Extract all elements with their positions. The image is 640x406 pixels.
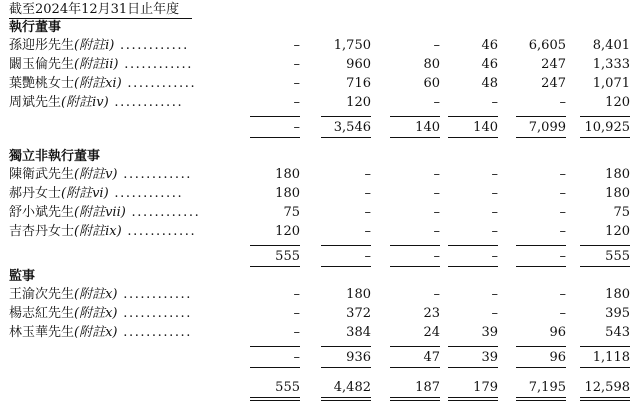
row-label — [9, 76, 196, 92]
subtotal-cell: 555 — [275, 249, 300, 264]
section-heading: 獨立非執行董事 — [9, 149, 101, 164]
subtotal-cell: 555 — [605, 249, 630, 264]
subtotal-rule — [390, 245, 440, 246]
person-name: 楊志紅先生 — [9, 306, 75, 321]
row-label — [9, 57, 193, 73]
caption-underline — [9, 18, 192, 19]
value-cell: – — [559, 95, 566, 110]
value-cell: – — [433, 186, 440, 201]
subtotal-rule — [580, 245, 630, 246]
subtotal-cell: 7,099 — [528, 120, 566, 135]
person-name: 舒小斌先生 — [9, 205, 75, 220]
leader-dots: ............ — [121, 224, 197, 239]
value-cell: – — [433, 95, 440, 110]
subtotal-underline — [250, 137, 300, 138]
subtotal-underline — [250, 266, 300, 267]
person-name: 闞玉倫先生 — [9, 57, 75, 72]
subtotal-cell: – — [491, 249, 498, 264]
subtotal-rule — [448, 116, 498, 117]
footnote-ref: (附註xi) — [74, 76, 122, 91]
leader-dots: ............ — [117, 167, 193, 182]
row-label — [9, 38, 189, 54]
subtotal-rule — [321, 245, 371, 246]
subtotal-cell: 10,925 — [584, 120, 630, 135]
subtotal-cell: 96 — [549, 350, 566, 365]
subtotal-cell: 936 — [346, 350, 371, 365]
subtotal-rule — [516, 245, 566, 246]
subtotal-cell: 1,118 — [592, 350, 630, 365]
value-cell: 1,750 — [333, 38, 371, 53]
subtotal-underline — [516, 137, 566, 138]
grand-total-double-rule — [321, 397, 371, 401]
value-cell: 39 — [481, 325, 498, 340]
subtotal-cell: – — [433, 249, 440, 264]
value-cell: – — [491, 167, 498, 182]
table-caption: 截至2024年12月31日止年度 — [9, 2, 180, 17]
value-cell: 384 — [346, 325, 371, 340]
value-cell: – — [293, 76, 300, 91]
value-cell: 120 — [605, 224, 630, 239]
footnote-ref: (附註x) — [74, 306, 118, 321]
value-cell: 180 — [605, 167, 630, 182]
value-cell: 180 — [346, 287, 371, 302]
value-cell: 6,605 — [528, 38, 566, 53]
leader-dots: ............ — [114, 38, 189, 53]
grand-total-cell: 12,598 — [584, 380, 630, 395]
person-name: 葉艷桃女士 — [9, 76, 75, 91]
subtotal-underline — [321, 367, 371, 368]
leader-dots: ............ — [117, 325, 193, 340]
grand-total-double-rule — [390, 397, 440, 401]
section-heading: 監事 — [9, 269, 36, 284]
value-cell: – — [293, 325, 300, 340]
subtotal-cell: – — [293, 120, 300, 135]
value-cell: 120 — [275, 224, 300, 239]
row-label — [9, 167, 192, 183]
footnote-ref: (附註vi) — [61, 186, 109, 201]
person-name: 吉杏丹女士 — [9, 224, 75, 239]
leader-dots: ............ — [108, 186, 184, 201]
grand-total-cell: 187 — [415, 380, 440, 395]
footnote-ref: (附註ii) — [74, 57, 119, 72]
subtotal-rule — [390, 346, 440, 347]
value-cell: – — [491, 95, 498, 110]
value-cell: – — [433, 38, 440, 53]
value-cell: – — [364, 167, 371, 182]
subtotal-cell: 39 — [481, 350, 498, 365]
footnote-ref: (附註v) — [74, 167, 118, 182]
subtotal-rule — [250, 346, 300, 347]
value-cell: – — [491, 186, 498, 201]
value-cell: – — [364, 186, 371, 201]
value-cell: 180 — [605, 186, 630, 201]
value-cell: 960 — [346, 57, 371, 72]
leader-dots: ............ — [117, 306, 193, 321]
subtotal-underline — [580, 137, 630, 138]
row-label — [9, 95, 183, 111]
value-cell: – — [491, 306, 498, 321]
person-name: 周斌先生 — [9, 95, 62, 110]
section-heading: 執行董事 — [9, 20, 62, 35]
subtotal-cell: 3,546 — [333, 120, 371, 135]
person-name: 郝丹女士 — [9, 186, 62, 201]
subtotal-rule — [250, 116, 300, 117]
value-cell: – — [559, 186, 566, 201]
grand-total-cell: 7,195 — [528, 380, 566, 395]
subtotal-underline — [580, 266, 630, 267]
subtotal-cell: 47 — [423, 350, 440, 365]
grand-total-cell: 179 — [473, 380, 498, 395]
row-label — [9, 224, 196, 240]
value-cell: 23 — [423, 306, 440, 321]
subtotal-rule — [580, 116, 630, 117]
subtotal-rule — [321, 346, 371, 347]
value-cell: 120 — [605, 95, 630, 110]
footnote-ref: (附註ix) — [74, 224, 122, 239]
value-cell: 247 — [541, 76, 566, 91]
value-cell: 60 — [423, 76, 440, 91]
subtotal-underline — [250, 367, 300, 368]
person-name: 王渝次先生 — [9, 287, 75, 302]
subtotal-cell: 140 — [415, 120, 440, 135]
value-cell: – — [433, 224, 440, 239]
person-name: 林玉華先生 — [9, 325, 75, 340]
value-cell: – — [293, 306, 300, 321]
subtotal-underline — [448, 266, 498, 267]
row-label — [9, 306, 192, 322]
footnote-ref: (附註iv) — [61, 95, 109, 110]
subtotal-cell: – — [364, 249, 371, 264]
value-cell: 75 — [283, 205, 300, 220]
value-cell: 247 — [541, 57, 566, 72]
grand-total-double-rule — [448, 397, 498, 401]
value-cell: 80 — [423, 57, 440, 72]
person-name: 孫迎彤先生 — [9, 38, 75, 53]
value-cell: 180 — [605, 287, 630, 302]
grand-total-double-rule — [250, 397, 300, 401]
grand-total-cell: 555 — [275, 380, 300, 395]
row-label — [9, 205, 200, 221]
value-cell: – — [491, 224, 498, 239]
value-cell: 46 — [481, 57, 498, 72]
value-cell: 543 — [605, 325, 630, 340]
grand-total-cell: 4,482 — [333, 380, 371, 395]
leader-dots: ............ — [117, 287, 193, 302]
value-cell: – — [559, 287, 566, 302]
subtotal-cell: – — [559, 249, 566, 264]
subtotal-underline — [448, 137, 498, 138]
value-cell: – — [433, 205, 440, 220]
value-cell: – — [293, 287, 300, 302]
subtotal-underline — [321, 266, 371, 267]
value-cell: – — [559, 224, 566, 239]
value-cell: – — [491, 205, 498, 220]
value-cell: – — [364, 205, 371, 220]
subtotal-underline — [390, 137, 440, 138]
value-cell: 120 — [346, 95, 371, 110]
subtotal-rule — [580, 346, 630, 347]
footnote-ref: (附註i) — [74, 38, 115, 53]
subtotal-rule — [448, 346, 498, 347]
value-cell: 395 — [605, 306, 630, 321]
person-name: 陳衛武先生 — [9, 167, 75, 182]
value-cell: 372 — [346, 306, 371, 321]
value-cell: 46 — [481, 38, 498, 53]
leader-dots: ............ — [108, 95, 184, 110]
value-cell: – — [293, 38, 300, 53]
value-cell: – — [559, 167, 566, 182]
value-cell: 96 — [549, 325, 566, 340]
value-cell: – — [433, 287, 440, 302]
subtotal-underline — [390, 367, 440, 368]
subtotal-underline — [448, 367, 498, 368]
value-cell: 75 — [613, 205, 630, 220]
footnote-ref: (附註x) — [74, 325, 118, 340]
value-cell: 48 — [481, 76, 498, 91]
value-cell: – — [559, 205, 566, 220]
subtotal-underline — [321, 137, 371, 138]
value-cell: – — [293, 95, 300, 110]
leader-dots: ............ — [118, 57, 194, 72]
value-cell: – — [364, 224, 371, 239]
subtotal-underline — [580, 367, 630, 368]
grand-total-double-rule — [580, 397, 630, 401]
value-cell: 716 — [346, 76, 371, 91]
value-cell: – — [293, 57, 300, 72]
subtotal-cell: – — [293, 350, 300, 365]
subtotal-cell: 140 — [473, 120, 498, 135]
subtotal-rule — [321, 116, 371, 117]
subtotal-rule — [390, 116, 440, 117]
value-cell: 24 — [423, 325, 440, 340]
subtotal-underline — [516, 266, 566, 267]
subtotal-underline — [516, 367, 566, 368]
grand-total-double-rule — [516, 397, 566, 401]
subtotal-rule — [448, 245, 498, 246]
row-label — [9, 287, 192, 303]
value-cell: 1,333 — [592, 57, 630, 72]
value-cell: 1,071 — [592, 76, 630, 91]
subtotal-rule — [516, 116, 566, 117]
value-cell: – — [433, 167, 440, 182]
subtotal-rule — [250, 245, 300, 246]
row-label — [9, 186, 183, 202]
row-label — [9, 325, 192, 341]
value-cell: – — [559, 306, 566, 321]
value-cell: – — [491, 287, 498, 302]
subtotal-rule — [516, 346, 566, 347]
footnote-ref: (附註vii) — [74, 205, 126, 220]
leader-dots: ............ — [121, 76, 197, 91]
subtotal-underline — [390, 266, 440, 267]
footnote-ref: (附註x) — [74, 287, 118, 302]
leader-dots: ............ — [125, 205, 201, 220]
value-cell: 180 — [275, 167, 300, 182]
value-cell: 8,401 — [592, 38, 630, 53]
value-cell: 180 — [275, 186, 300, 201]
